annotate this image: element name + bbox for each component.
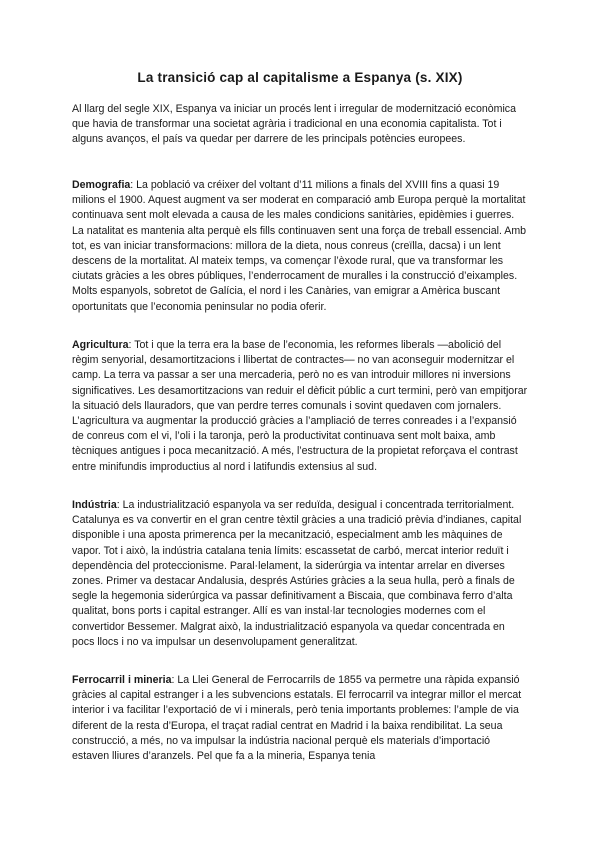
- section-text: : La població va créixer del voltant d’11 milions a finals del XVIII fins a quasi 19 milions el 1900. Aquest augment va ser moderat en comparació amb Europa perquè la mortalitat continuava sent molt elevada a causa de les males condicions sanitàries, epidèmies i guerres. La natalitat es mantenia alta perquè els fills continuaven sent una força de treball essencial. Amb tot, es van iniciar transformacions: millora de la dieta, nous conreus (creïlla, dacsa) i un lent descens de la mortalitat. Al mateix temps, va començar l’èxode rural, que va transformar les ciutats gràcies a les obres públiques, l’enderrocament de muralles i la construcció d’eixamples. Molts espanyols, sobretot de Galícia, el nord i les Canàries, van emigrar a Amèrica buscant oportunitats que l’economia peninsular no podia oferir.: [72, 179, 527, 313]
- section-heading: Agricultura: [72, 339, 129, 351]
- section-industria: [72, 498, 528, 650]
- section-text: : La industrialització espanyola va ser reduïda, desigual i concentrada territorialment. Catalunya es va convertir en el gran centre tèxtil gràcies a una tradició prèvia d’indianes, capital disponible i una aposta primerenca per la mecanització, especialment amb les màquines de vapor. Tot i això, la indústria catalana tenia límits: escassetat de carbó, mercat interior reduït i dependència del proteccionisme. Paral·lelament, la siderúrgia va intentar arrelar en diverses zones. Primer va destacar Andalusia, després Astúries gràcies a la seua hulla, però a finals de segle la hegemonia siderúrgica va passar definitivament a Biscaia, que combinava ferro d’alta qualitat, bons ports i capital estranger. Allí es van instal·lar tecnologies modernes com el convertidor Bessemer. Malgrat això, la industrialització espanyola va quedar concentrada en pocs llocs i no va impulsar un desenvolupament generalitzat.: [72, 499, 522, 648]
- document-title: La transició cap al capitalisme a Espanya (s. XIX): [137, 70, 463, 85]
- section-agricultura: [72, 338, 528, 475]
- section-ferrocarril-mineria: [72, 673, 528, 764]
- section-heading: Demografia: [72, 179, 131, 191]
- section-text: : Tot i que la terra era la base de l’economia, les reformes liberals —abolició del règim senyorial, desamortitzacions i llibertat de contractes— no van aconseguir modernitzar el camp. La terra va passar a ser una mercaderia, però no es van introduir millores ni inversions significatives. Les desamortitzacions van reduir el dèficit públic a curt termini, però van empitjorar la situació dels llauradors, que van perdre terres comunals i sovint quedaven com jornalers. L’agricultura va augmentar la producció gràcies a l’ampliació de terres conreades i a l’expansió de conreus com el vi, l’oli i la taronja, però la productivitat continuava sent molt baixa, amb tècniques antigues i poca mecanització. A més, l’estructura de la propietat reforçava el contrast entre minifundis improductius al nord i latifundis extensius al sud.: [72, 339, 528, 473]
- section-demografia: [72, 178, 528, 315]
- intro-paragraph: Al llarg del segle XIX, Espanya va iniciar un procés lent i irregular de modernització econòmica que havia de transformar una societat agrària i tradicional en una economia capitalista. Tot i alguns avanços, el país va quedar per darrere de les principals potències europees.: [72, 103, 516, 146]
- section-heading: Indústria: [72, 499, 117, 511]
- section-text: : La Llei General de Ferrocarrils de 1855 va permetre una ràpida expansió gràcies al capital estranger i a les subvencions estatals. El ferrocarril va integrar millor el mercat interior i va facilitar l’exportació de vi i minerals, però tenia importants problemes: l’ample de via diferent de la resta d’Europa, el traçat radial centrat en Madrid i la baixa rendibilitat. La seua construcció, a més, no va impulsar la indústria nacional perquè els materials d’importació estaven lliures d’aranzels. Pel que fa a la mineria, Espanya tenia: [72, 674, 522, 763]
- section-heading: Ferrocarril i mineria: [72, 674, 172, 686]
